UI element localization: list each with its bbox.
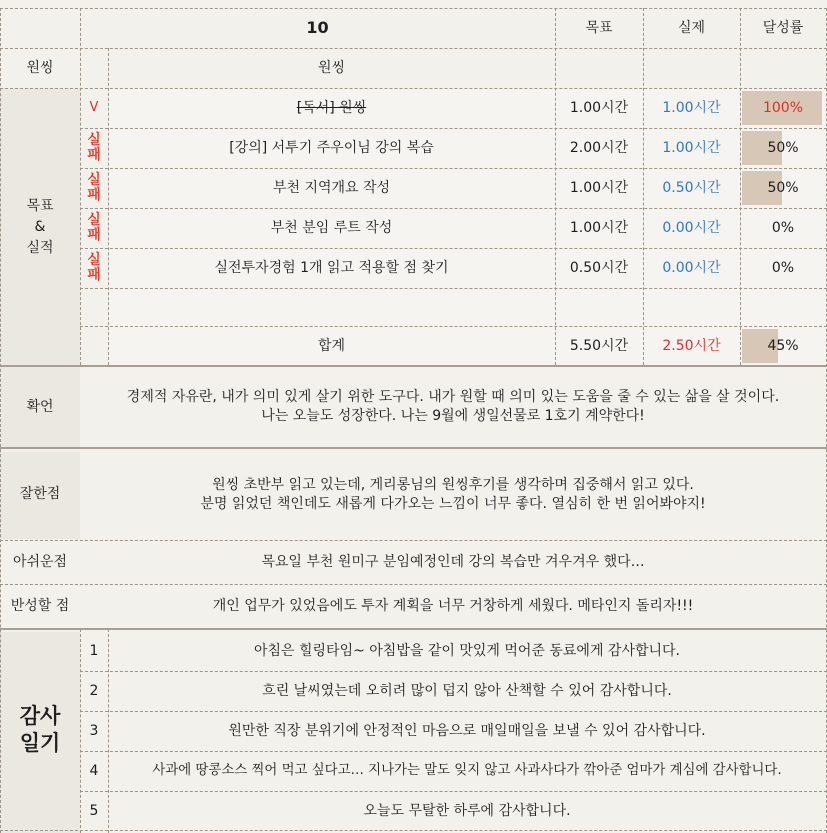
achievement-rate: 0% (771, 259, 795, 276)
welldone-label: 잘한점 (19, 486, 61, 503)
total-achievement-rate: 45% (767, 337, 799, 354)
actual-hours: 0.50시간 (662, 179, 721, 196)
regret-label: 아쉬운점 (12, 553, 68, 570)
status-mark-fail: 실 패 (87, 212, 101, 243)
gratitude-text: 사과에 땅콩소스 찍어 먹고 싶다고… 지나가는 말도 잊지 않고 사과사다가 깎아준 엄마가 계심에 감사합니다. (152, 762, 782, 778)
goals-section-label: 목표 & 실적 (26, 197, 54, 256)
achievement-rate: 100% (762, 99, 804, 116)
reflection-label: 반성할 점 (10, 597, 70, 614)
gratitude-text: 흐린 날씨였는데 오히려 많이 덥지 않아 산책할 수 있어 감사합니다. (262, 682, 672, 699)
status-mark-fail: 실 패 (87, 252, 101, 283)
gratitude-number: 2 (89, 682, 99, 699)
affirmation-text: 경제적 자유란, 내가 의미 있게 살기 위한 도구다. 내가 원할 때 의미 있는 도움을 줄 수 있는 삶을 살 것이다. 나는 오늘도 성장한다. 나는 9월에 생일선물로 1호기 계약한다! (126, 389, 780, 424)
actual-hours: 1.00시간 (662, 99, 721, 116)
gratitude-number: 5 (89, 802, 99, 819)
actual-hours: 0.00시간 (662, 259, 721, 276)
goal-task: [독서] 원씽 (296, 99, 367, 116)
gratitude-text: 아침은 힐링타임~ 아침밥을 같이 맛있게 먹어준 동료에게 감사합니다. (253, 642, 680, 659)
goal-task: [강의] 서투기 주우이님 강의 복습 (229, 139, 434, 156)
goal-hours: 2.00시간 (569, 139, 629, 156)
wonssing-value: 원씽 (317, 59, 346, 76)
total-goal-hours: 5.50시간 (569, 337, 629, 354)
status-mark-success: V (89, 100, 99, 116)
total-actual-hours: 2.50시간 (662, 337, 721, 354)
gratitude-number: 3 (89, 722, 99, 739)
gratitude-number: 1 (89, 642, 99, 659)
actual-hours: 0.00시간 (662, 219, 721, 236)
affirmation-label: 확언 (26, 398, 54, 415)
goal-hours: 1.00시간 (569, 219, 629, 236)
goal-hours: 1.00시간 (569, 179, 629, 196)
goal-hours: 1.00시간 (569, 99, 629, 116)
gratitude-text: 원만한 직장 분위기에 안정적인 마음으로 매일매일을 보낼 수 있어 감사합니다. (228, 722, 706, 739)
total-label: 합계 (317, 337, 346, 354)
gratitude-text: 오늘도 무탈한 하루에 감사합니다. (363, 802, 571, 819)
wonssing-label: 원씽 (26, 59, 54, 76)
column-header-rate: 달성률 (762, 19, 804, 36)
goal-task: 부천 분임 루트 작성 (270, 219, 393, 236)
column-header-goal: 목표 (585, 19, 613, 36)
day-number: 10 (306, 18, 329, 38)
goal-hours: 0.50시간 (569, 259, 629, 276)
gratitude-label: 감사 일기 (19, 703, 61, 755)
achievement-rate: 50% (767, 179, 799, 196)
goal-task: 부천 지역개요 작성 (272, 179, 391, 196)
regret-text: 목요일 부천 원미구 분임예정인데 강의 복습만 겨우겨우 했다… (261, 553, 645, 570)
achievement-rate: 0% (771, 219, 795, 236)
status-mark-fail: 실 패 (87, 172, 101, 203)
goal-task: 실전투자경험 1개 읽고 적용할 점 찾기 (214, 259, 449, 276)
reflection-text: 개인 업무가 있었음에도 투자 계획을 너무 거창하게 세웠다. 메타인지 돌리자!!! (212, 597, 694, 614)
status-mark-fail: 실 패 (87, 132, 101, 163)
gratitude-number: 4 (89, 762, 99, 779)
column-header-actual: 실제 (677, 19, 706, 36)
actual-hours: 1.00시간 (662, 139, 721, 156)
welldone-text: 원씽 초반부 읽고 있는데, 게리롱님의 원씽후기를 생각하며 집중해서 읽고 있다. 분명 읽었던 책인데도 새롭게 다가오는 느낌이 너무 좋다. 열심히 한 번 읽어봐야지! (200, 476, 706, 512)
achievement-rate: 50% (767, 139, 799, 156)
